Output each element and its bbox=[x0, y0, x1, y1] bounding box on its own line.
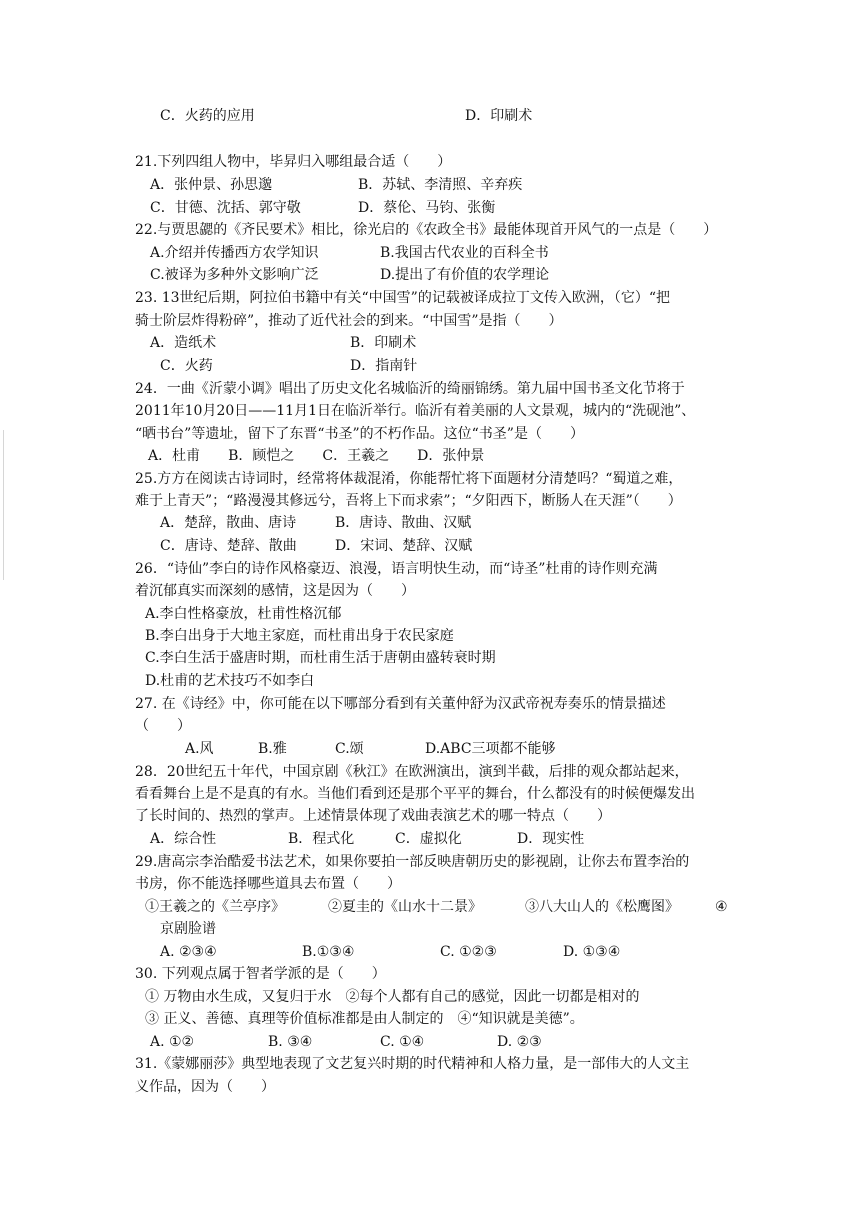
option-text: D．蔡伦、马钧、张衡 bbox=[358, 200, 496, 216]
question-text: 看看舞台上是不是真的有水。当他们看到还是那个平平的舞台，什么都没有的时候便爆发出 bbox=[135, 786, 695, 802]
option-text: A. ②③④ bbox=[160, 944, 217, 960]
option-text: C.颂 bbox=[335, 741, 364, 757]
option-text: D．现实性 bbox=[517, 831, 585, 847]
option-text: A．楚辞，散曲、唐诗 bbox=[160, 515, 297, 531]
option-text: B．印刷术 bbox=[350, 335, 417, 351]
option-text: C.李白生活于盛唐时期，而杜甫生活于唐朝由盛转衰时期 bbox=[145, 650, 496, 666]
option-text: C．虚拟化 bbox=[395, 831, 462, 847]
question-25: 25.方方在阅读古诗词时，经常将体裁混淆，你能帮忙将下面题材分清楚吗？“蜀道之难， bbox=[135, 471, 683, 487]
option-text: C．火药 bbox=[160, 358, 213, 374]
option-text: C．甘德、沈括、郭守敬 bbox=[150, 200, 301, 216]
option-text: B．苏轼、李清照、辛弃疾 bbox=[358, 177, 523, 193]
option-text: 京剧脸谱 bbox=[160, 921, 216, 937]
question-21: 21.下列四组人物中，毕昇归入哪组最合适（ ） bbox=[135, 154, 452, 170]
question-text: 了长时间的、热烈的掌声。上述情景体现了戏曲表演艺术的哪一特点（ ） bbox=[135, 808, 611, 824]
option-text: D. ①③④ bbox=[563, 944, 621, 960]
question-text: 义作品，因为（ ） bbox=[135, 1079, 275, 1095]
question-31: 31.《蒙娜丽莎》典型地表现了文艺复兴时期的时代精神和人格力量，是一部伟大的人文主 bbox=[135, 1056, 690, 1072]
question-text: 骑士阶层炸得粉碎”，推动了近代社会的到来。“中国雪”是指（ ） bbox=[135, 313, 563, 329]
option-text: B．唐诗、散曲、汉赋 bbox=[335, 515, 472, 531]
option-text: D．宋词、楚辞、汉赋 bbox=[335, 538, 473, 554]
option-text: ④ bbox=[715, 899, 728, 915]
option-text: D.ABC三项都不能够 bbox=[425, 741, 556, 757]
option-text: C. ①②③ bbox=[440, 944, 497, 960]
option-text: A.介绍并传播西方农学知识 bbox=[150, 245, 319, 261]
option-text: B．程式化 bbox=[288, 831, 355, 847]
question-24: 24．一曲《沂蒙小调》唱出了历史文化名城临沂的绮丽锦绣。第九届中国书圣文化节将于 bbox=[135, 381, 685, 397]
option-text: A．综合性 bbox=[150, 831, 217, 847]
option-text: D.提出了有价值的农学理论 bbox=[380, 267, 550, 283]
question-23: 23. 13世纪后期，阿拉伯书籍中有关“中国雪”的记载被译成拉丁文传入欧洲，（它）“把 bbox=[135, 290, 670, 306]
option-text: B. ③④ bbox=[268, 1034, 313, 1050]
option-text: C.被译为多种外文影响广泛 bbox=[150, 267, 319, 283]
option-text: D．指南针 bbox=[350, 358, 418, 374]
question-text: 2011年10月20日——11月1日在临沂举行。临沂有着美丽的人文景观，城内的“洗砚池”、 bbox=[135, 403, 696, 419]
option-text: A.风 bbox=[185, 741, 214, 757]
question-22: 22.与贾思勰的《齐民要术》相比，徐光启的《农政全书》最能体现首开风气的一点是（ ） bbox=[135, 222, 718, 238]
option-text: D．印刷术 bbox=[465, 108, 533, 124]
option-text: D. ②③ bbox=[497, 1034, 542, 1050]
option-text: C. ①④ bbox=[380, 1034, 425, 1050]
question-text: 书房，你不能选择哪些道具去布置（ ） bbox=[135, 876, 401, 892]
option-text: A．杜甫 B．顾恺之 C．王羲之 D．张仲景 bbox=[148, 448, 485, 464]
question-27: 27. 在《诗经》中，你可能在以下哪部分看到有关董仲舒为汉武帝祝寿奏乐的情景描述 bbox=[135, 696, 666, 712]
option-text: ③八大山人的《松鹰图》 bbox=[525, 899, 679, 915]
option-text: C．唐诗、楚辞、散曲 bbox=[160, 538, 297, 554]
option-text: A.李白性格豪放，杜甫性格沉郁 bbox=[145, 606, 342, 622]
question-text: “晒书台”等遗址，留下了东晋“书圣”的不朽作品。这位“书圣”是（ ） bbox=[135, 426, 584, 442]
option-text: A．张仲景、孙思邈 bbox=[150, 177, 273, 193]
option-text: B.我国古代农业的百科全书 bbox=[380, 245, 549, 261]
question-text: 难于上青天”；“路漫漫其修远兮，吾将上下而求索”；“夕阳西下，断肠人在天涯”（ ） bbox=[135, 493, 682, 509]
option-text: A. ①② bbox=[150, 1034, 195, 1050]
question-text: 着沉郁真实而深刻的感情，这是因为（ ） bbox=[135, 583, 415, 599]
option-text: ②夏圭的《山水十二景》 bbox=[328, 899, 482, 915]
question-30: 30. 下列观点属于智者学派的是（ ） bbox=[135, 966, 386, 982]
option-text: D.杜甫的艺术技巧不如李白 bbox=[145, 673, 315, 689]
question-26: 26．“诗仙”李白的诗作风格豪迈、浪漫，语言明快生动，而“诗圣”杜甫的诗作则充满 bbox=[135, 561, 658, 577]
option-text: B.李白出身于大地主家庭，而杜甫出身于农民家庭 bbox=[145, 628, 454, 644]
option-text: ①王羲之的《兰亭序》 bbox=[145, 899, 285, 915]
question-text: ① 万物由水生成，又复归于水 ②每个人都有自己的感觉，因此一切都是相对的 bbox=[145, 989, 640, 1005]
option-text: B.雅 bbox=[258, 741, 287, 757]
option-text: C．火药的应用 bbox=[160, 108, 255, 124]
option-text: A．造纸术 bbox=[150, 335, 217, 351]
question-28: 28．20世纪五十年代，中国京剧《秋江》在欧洲演出，演到半截，后排的观众都站起来， bbox=[135, 764, 689, 780]
question-text: （ ） bbox=[135, 718, 191, 734]
option-text: B.①③④ bbox=[302, 944, 355, 960]
scan-edge-mark bbox=[3, 430, 4, 580]
question-text: ③ 正义、善德、真理等价值标准都是由人制定的 ④“知识就是美德”。 bbox=[145, 1011, 584, 1027]
question-29: 29.唐高宗李治酷爱书法艺术，如果你要拍一部反映唐朝历史的影视剧，让你去布置李治的 bbox=[135, 854, 690, 870]
